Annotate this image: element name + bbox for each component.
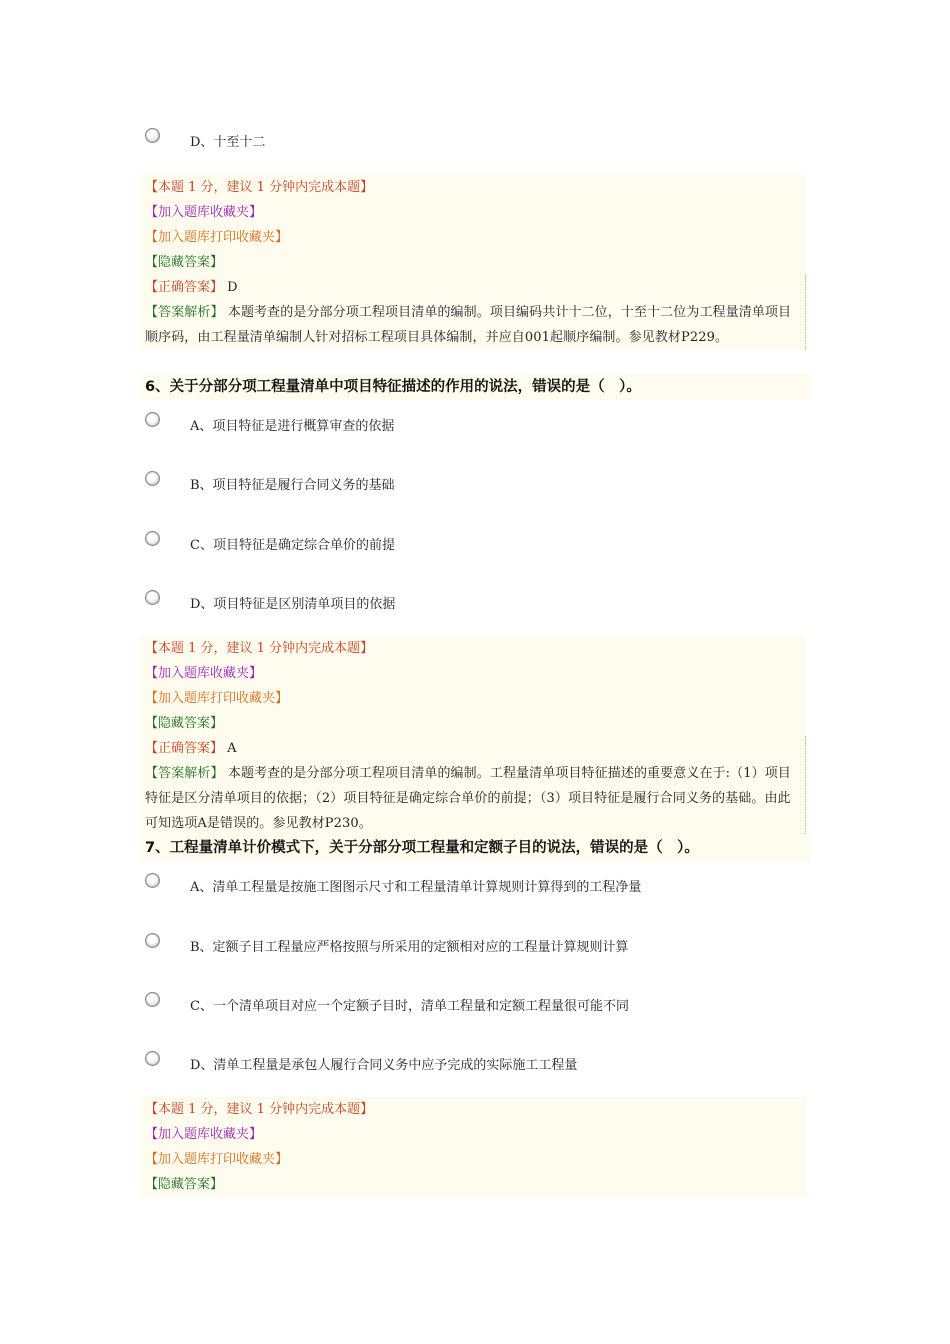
q7-add-print-favorites-link[interactable]: 【加入题库打印收藏夹】	[145, 1152, 289, 1167]
q6-option-b-text: B、项目特征是履行合同义务的基础	[190, 478, 395, 493]
q7-add-favorites-link[interactable]: 【加入题库收藏夹】	[145, 1127, 263, 1142]
q7-hide-answer-link[interactable]: 【隐藏答案】	[145, 1177, 224, 1192]
q7-option-d-text: D、清单工程量是承包人履行合同义务中应予完成的实际施工工程量	[190, 1058, 578, 1073]
radio-button-icon[interactable]	[145, 1051, 160, 1066]
q6-score-info: 【本题 1 分，建议 1 分钟内完成本题】	[145, 641, 374, 656]
q5-analysis-label: 【答案解析】	[145, 305, 224, 320]
q5-analysis-text: 本题考查的是分部分项工程项目清单的编制。项目编码共计十二位，十至十二位为工程量清单项目顺序码，由工程量清单编制人针对招标工程项目具体编制，并应自001起顺序编制。参见教材P229。	[145, 305, 792, 345]
radio-button-icon[interactable]	[145, 992, 160, 1007]
q6-answer-block	[140, 736, 806, 836]
q6-option-d-text: D、项目特征是区别清单项目的依据	[190, 597, 396, 612]
radio-button-icon[interactable]	[145, 531, 160, 546]
q7-option-a-text: A、清单工程量是按施工图图示尺寸和工程量清单计算规则计算得到的工程净量	[190, 880, 642, 895]
radio-button-icon[interactable]	[145, 933, 160, 948]
q5-answer-block	[140, 275, 806, 350]
radio-button-icon[interactable]	[145, 471, 160, 486]
q6-hide-answer-link[interactable]: 【隐藏答案】	[145, 716, 224, 731]
q6-add-favorites-link[interactable]: 【加入题库收藏夹】	[145, 666, 263, 681]
q5-meta-block	[140, 175, 806, 275]
q6-option-a-text: A、项目特征是进行概算审查的依据	[190, 419, 395, 434]
radio-button-icon[interactable]	[145, 873, 160, 888]
q5-answer-label: 【正确答案】	[145, 280, 224, 295]
q5-hide-answer-link[interactable]: 【隐藏答案】	[145, 255, 224, 270]
q6-title: 6、关于分部分项工程量清单中项目特征描述的作用的说法，错误的是（ ）。	[140, 374, 811, 400]
q7-option-c-text: C、一个清单项目对应一个定额子目时，清单工程量和定额工程量很可能不同	[190, 999, 629, 1014]
q5-add-favorites-link[interactable]: 【加入题库收藏夹】	[145, 205, 263, 220]
q5-add-print-favorites-link[interactable]: 【加入题库打印收藏夹】	[145, 230, 289, 245]
q6-answer-label: 【正确答案】	[145, 741, 224, 756]
q6-answer-value: A	[227, 741, 237, 756]
q6-analysis-label: 【答案解析】	[145, 766, 224, 781]
q6-add-print-favorites-link[interactable]: 【加入题库打印收藏夹】	[145, 691, 289, 706]
q5-answer-value: D	[227, 280, 238, 295]
q6-meta-block	[140, 636, 806, 736]
q7-meta-block	[140, 1097, 806, 1197]
q5-option-d-text: D、十至十二	[190, 135, 266, 150]
q5-score-info: 【本题 1 分，建议 1 分钟内完成本题】	[145, 180, 374, 195]
q7-score-info: 【本题 1 分，建议 1 分钟内完成本题】	[145, 1102, 374, 1117]
q6-option-c-text: C、项目特征是确定综合单价的前提	[190, 538, 395, 553]
q6-analysis-text: 本题考查的是分部分项工程项目清单的编制。工程量清单项目特征描述的重要意义在于:（1）项目特征是区分清单项目的依据；（2）项目特征是确定综合单价的前提；（3）项目特征是履行合同义务的基础。由此可知选项A是错误的。参见教材P230。	[145, 766, 791, 831]
q7-title: 7、工程量清单计价模式下，关于分部分项工程量和定额子目的说法，错误的是（ ）。	[140, 835, 811, 861]
radio-button-icon[interactable]	[145, 590, 160, 605]
radio-button-icon[interactable]	[145, 128, 160, 143]
radio-button-icon[interactable]	[145, 412, 160, 427]
q7-option-b-text: B、定额子目工程量应严格按照与所采用的定额相对应的工程量计算规则计算	[190, 940, 629, 955]
